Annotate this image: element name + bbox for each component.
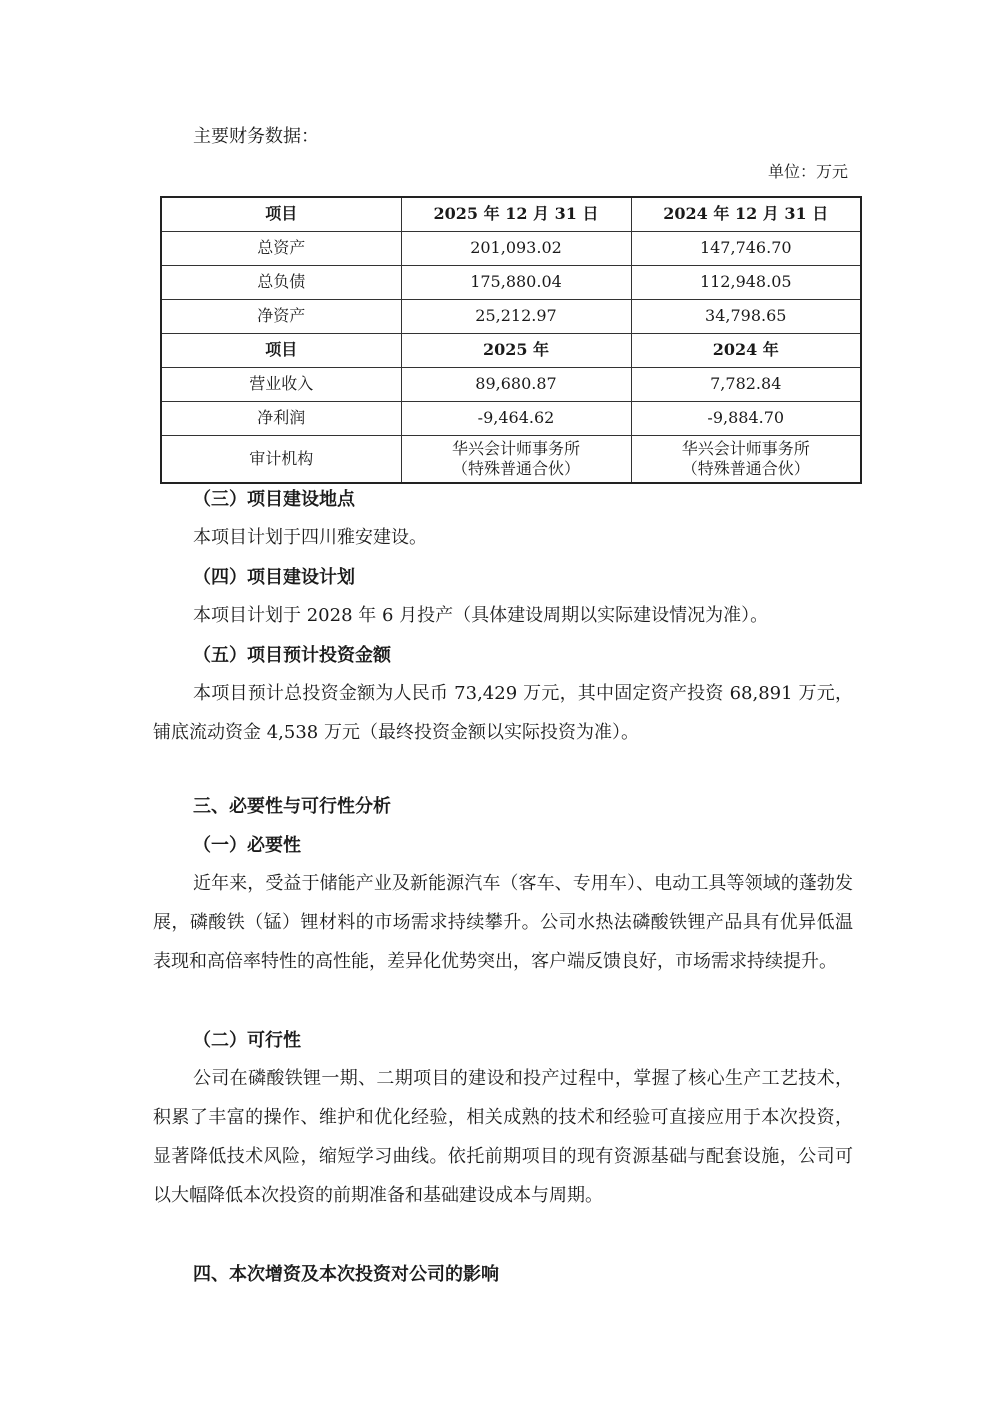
- audit-firm-name: 华兴会计师事务所: [451, 438, 580, 458]
- header-cell: 2024 年 12 月 31 日: [631, 197, 861, 231]
- unit-label: 单位：万元: [767, 162, 848, 181]
- section-heading: （三）项目建设地点: [193, 489, 355, 510]
- row-label: 总负债: [161, 265, 401, 299]
- financial-table: [160, 196, 862, 484]
- row-label: 营业收入: [161, 367, 401, 401]
- chapter-heading: 四、本次增资及本次投资对公司的影响: [193, 1264, 499, 1285]
- table-cell: [401, 435, 631, 483]
- row-label: 净资产: [161, 299, 401, 333]
- table-header-row: [161, 333, 861, 367]
- table-cell: 25,212.97: [401, 299, 631, 333]
- paragraph: 近年来，受益于储能产业及新能源汽车（客车、专用车）、电动工具等领域的蓬勃发展，磷酸铁（锰）锂材料的市场需求持续攀升。公司水热法磷酸铁锂产品具有优异低温表现和高倍率特性的高性能，差异化优势突出，客户端反馈良好，市场需求持续提升。: [153, 873, 853, 972]
- table-cell: -9,464.62: [401, 401, 631, 435]
- table-row: [161, 299, 861, 333]
- intro-label: 主要财务数据：: [193, 126, 319, 147]
- table-cell: 147,746.70: [631, 231, 861, 265]
- table-cell: 175,880.04: [401, 265, 631, 299]
- table-cell: [631, 435, 861, 483]
- table-row: [161, 231, 861, 265]
- header-cell: 项目: [161, 333, 401, 367]
- table-cell: 89,680.87: [401, 367, 631, 401]
- paragraph: 本项目预计总投资金额为人民币 73,429 万元，其中固定资产投资 68,891 万元，铺底流动资金 4,538 万元（最终投资金额以实际投资为准）。: [153, 683, 853, 743]
- paragraph: 本项目计划于 2028 年 6 月投产（具体建设周期以实际建设情况为准）。: [193, 605, 769, 626]
- paragraph: 本项目计划于四川雅安建设。: [193, 527, 427, 548]
- table-row: [161, 367, 861, 401]
- row-label: 审计机构: [161, 435, 401, 483]
- paragraph: 公司在磷酸铁锂一期、二期项目的建设和投产过程中，掌握了核心生产工艺技术，积累了丰富的操作、维护和优化经验，相关成熟的技术和经验可直接应用于本次投资，显著降低技术风险，缩短学习曲线。依托前期项目的现有资源基础与配套设施，公司可以大幅降低本次投资的前期准备和基础建设成本与周期。: [153, 1068, 853, 1206]
- table-row-audit: [161, 435, 861, 483]
- section-heading: （二）可行性: [193, 1030, 301, 1051]
- header-cell: 2024 年: [631, 333, 861, 367]
- section-heading: （一）必要性: [193, 835, 301, 856]
- audit-firm-type: （特殊普通合伙）: [681, 458, 810, 478]
- table-row: [161, 401, 861, 435]
- table-cell: 112,948.05: [631, 265, 861, 299]
- table-row: [161, 265, 861, 299]
- table-cell: 7,782.84: [631, 367, 861, 401]
- header-cell: 2025 年: [401, 333, 631, 367]
- table-cell: 34,798.65: [631, 299, 861, 333]
- table-header-row: [161, 197, 861, 231]
- audit-firm-type: （特殊普通合伙）: [451, 458, 580, 478]
- row-label: 总资产: [161, 231, 401, 265]
- audit-firm-name: 华兴会计师事务所: [681, 438, 810, 458]
- table-cell: -9,884.70: [631, 401, 861, 435]
- section-heading: （四）项目建设计划: [193, 567, 355, 588]
- row-label: 净利润: [161, 401, 401, 435]
- table-cell: 201,093.02: [401, 231, 631, 265]
- chapter-heading: 三、必要性与可行性分析: [193, 796, 391, 817]
- section-heading: （五）项目预计投资金额: [193, 645, 391, 666]
- header-cell: 项目: [161, 197, 401, 231]
- header-cell: 2025 年 12 月 31 日: [401, 197, 631, 231]
